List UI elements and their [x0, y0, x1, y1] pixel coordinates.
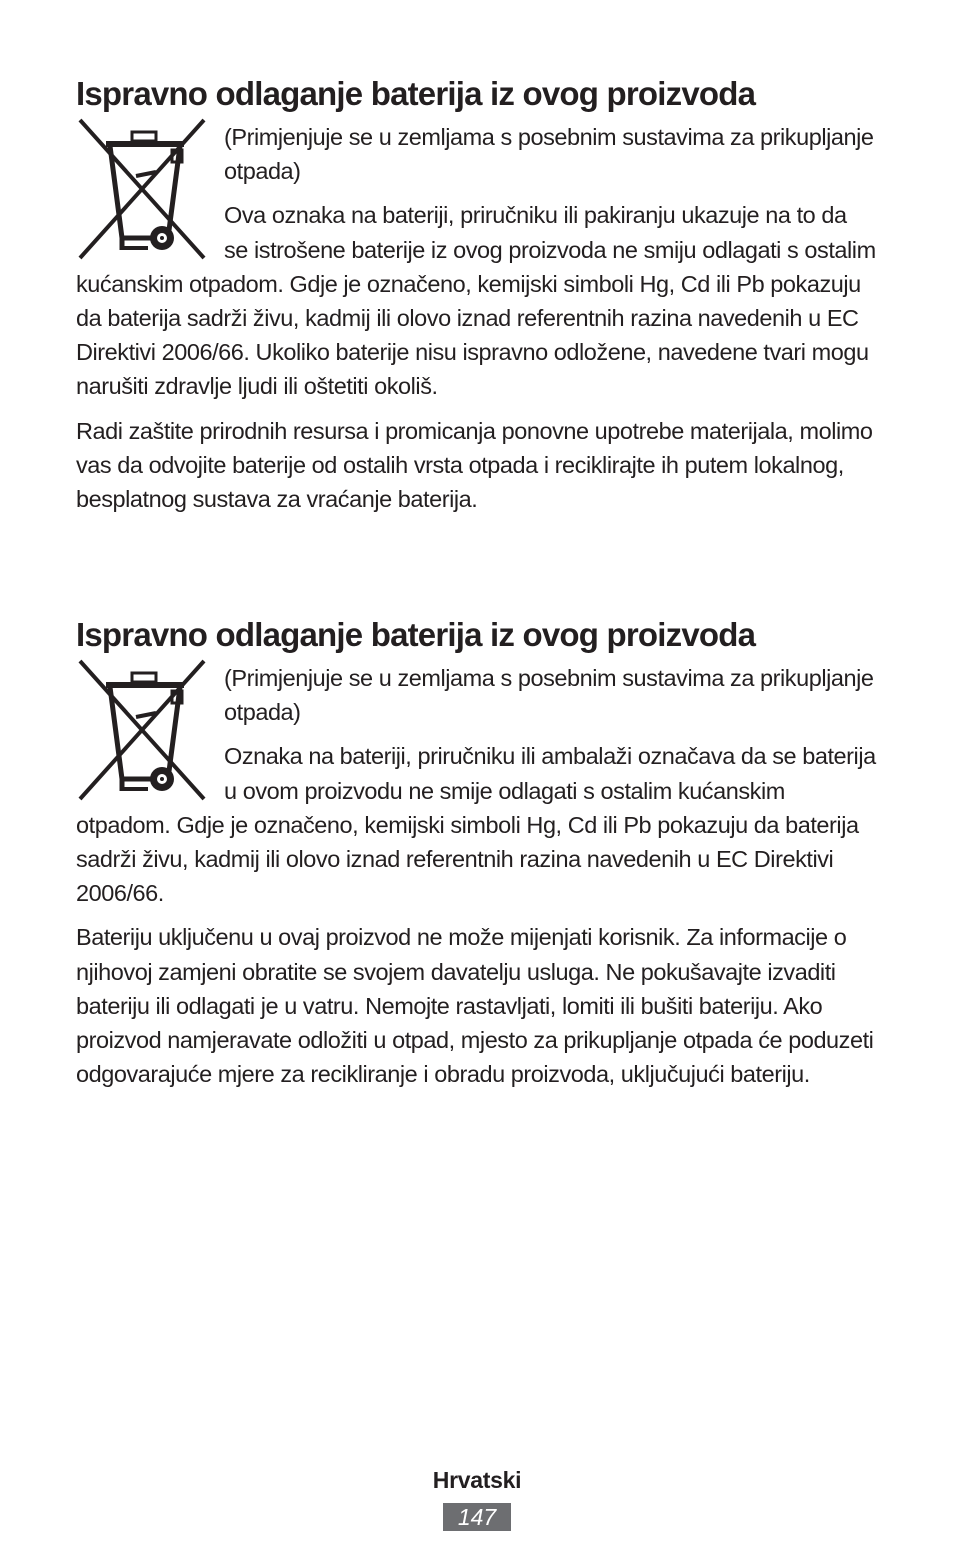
section-title: Ispravno odlaganje baterija iz ovog proizvoda — [76, 616, 756, 653]
applies-note: (Primjenjuje se u zemljama s posebnim sustavima za prikupljanje otpada) — [224, 665, 874, 726]
battery-disposal-section-2 — [76, 615, 876, 1091]
body-paragraph-2: Radi zaštite prirodnih resursa i promicanja ponovne upotrebe materijala, molimo vas da odvojite baterije od ostalih vrsta otpada i reciklirajte ih putem lokalnog, besplatnog sustava za vraćanje baterija. — [76, 417, 873, 513]
crossed-out-wheeled-bin-icon — [76, 655, 212, 805]
body-paragraph-1: Oznaka na bateriji, priručniku ili ambalaži označava da se baterija u ovom proizvodu ne smije odlagati s ostalim kućanskim otpadom. Gdje je označeno, kemijski simboli Hg, Cd ili Pb pokazuju da baterija sadrži živu, kadmij ili olovo iznad referentnih razina navedenih u EC Direktivi 2006/66. — [76, 743, 876, 907]
section-title: Ispravno odlaganje baterija iz ovog proizvoda — [76, 75, 756, 112]
page-footer — [0, 1465, 954, 1531]
applies-note: (Primjenjuje se u zemljama s posebnim sustavima za prikupljanje otpada) — [224, 124, 874, 185]
body-paragraph-1: Ova oznaka na bateriji, priručniku ili pakiranju ukazuje na to da se istrošene baterije iz ovog proizvoda ne smiju odlagati s ostalim kućanskim otpadom. Gdje je označeno, kemijski simboli Hg, Cd ili Pb pokazuju da baterija sadrži živu, kadmij ili olovo iznad referentnih razina navedenih u EC Direktivi 2006/66. Ukoliko baterije nisu ispravno odložene, navedene tvari mogu narušiti zdravlje ljudi ili oštetiti okoliš. — [76, 202, 876, 400]
page-number-badge: 147 — [443, 1503, 511, 1531]
body-paragraph-2: Bateriju uključenu u ovaj proizvod ne može mijenjati korisnik. Za informacije o njihovoj zamjeni obratite se svojem davatelju usluga. Ne pokušavajte izvaditi bateriju ili odlagati je u vatru. Nemojte rastavljati, lomiti ili bušiti bateriju. Ako proizvod namjeravate odložiti u otpad, mjesto za prikupljanje otpada će poduzeti odgovarajuće mjere za recikliranje i obradu proizvoda, uključujući bateriju. — [76, 924, 874, 1088]
crossed-out-wheeled-bin-icon — [76, 114, 212, 264]
battery-disposal-section-1 — [76, 74, 876, 516]
footer-language: Hrvatski — [432, 1467, 522, 1493]
